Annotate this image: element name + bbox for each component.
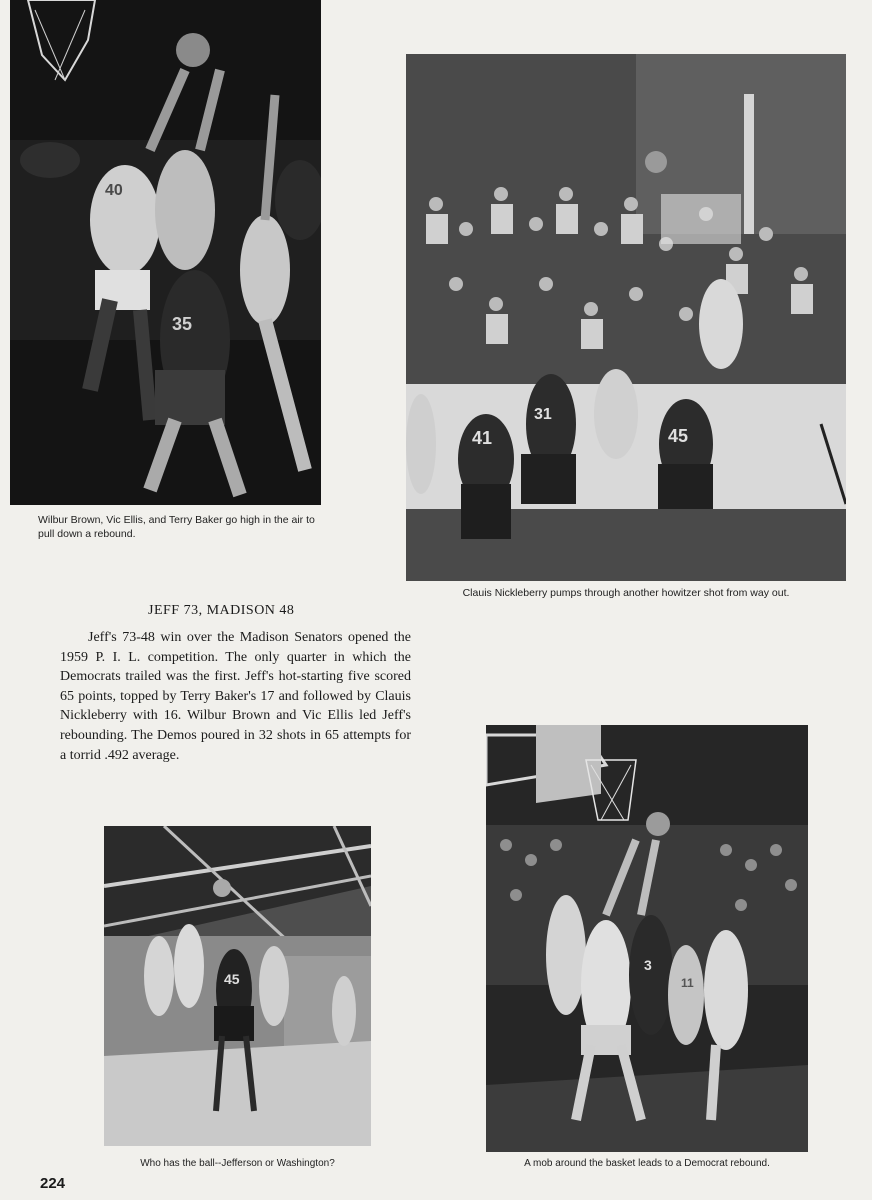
photo-who-has-ball-caption: Who has the ball--Jefferson or Washington? bbox=[140, 1158, 335, 1169]
jersey-number-40: 40 bbox=[105, 182, 123, 199]
photo-who-has-ball bbox=[104, 826, 371, 1146]
page-number: 224 bbox=[40, 1175, 66, 1192]
jersey-number-45-bottom: 45 bbox=[224, 971, 240, 987]
jersey-number-31: 31 bbox=[534, 406, 552, 423]
jersey-number-45: 45 bbox=[668, 426, 689, 446]
photo-howitzer-shot bbox=[406, 54, 846, 581]
photo-howitzer-caption: Clauis Nickleberry pumps through another howitzer shot from way out. bbox=[462, 587, 790, 599]
photo-mob-basket-caption: A mob around the basket leads to a Democrat rebound. bbox=[524, 1158, 770, 1169]
photo-mob-basket-image bbox=[486, 725, 808, 1152]
photo-rebound-wilbur-brown bbox=[10, 0, 321, 505]
jersey-number-11: 11 bbox=[681, 976, 694, 990]
article-headline: JEFF 73, MADISON 48 bbox=[148, 603, 295, 618]
jersey-number-41: 41 bbox=[472, 428, 493, 448]
jersey-number-3: 3 bbox=[644, 957, 652, 973]
photo-rebound-caption: Wilbur Brown, Vic Ellis, and Terry Baker go high in the air to pull down a rebound. bbox=[38, 514, 315, 540]
photo-rebound-image bbox=[10, 0, 321, 505]
photo-mob-basket bbox=[486, 725, 808, 1152]
photo-who-has-ball-image bbox=[104, 826, 371, 1146]
article-body: Jeff's 73-48 win over the Madison Senators opened the 1959 P. I. L. competition. The only quarter in which the Democrats trailed was the first. Jeff's hot-starting five scored 65 points, topped by Terry Baker's 17 and followed by Clauis Nickleberry with 16. Wilbur Brown and Vic Ellis led Jeff's rebounding. The Demos poured in 32 shots in 65 attempts for a torrid .492 average. bbox=[60, 630, 411, 763]
photo-howitzer-image bbox=[406, 54, 846, 581]
jersey-number-35: 35 bbox=[172, 314, 193, 334]
